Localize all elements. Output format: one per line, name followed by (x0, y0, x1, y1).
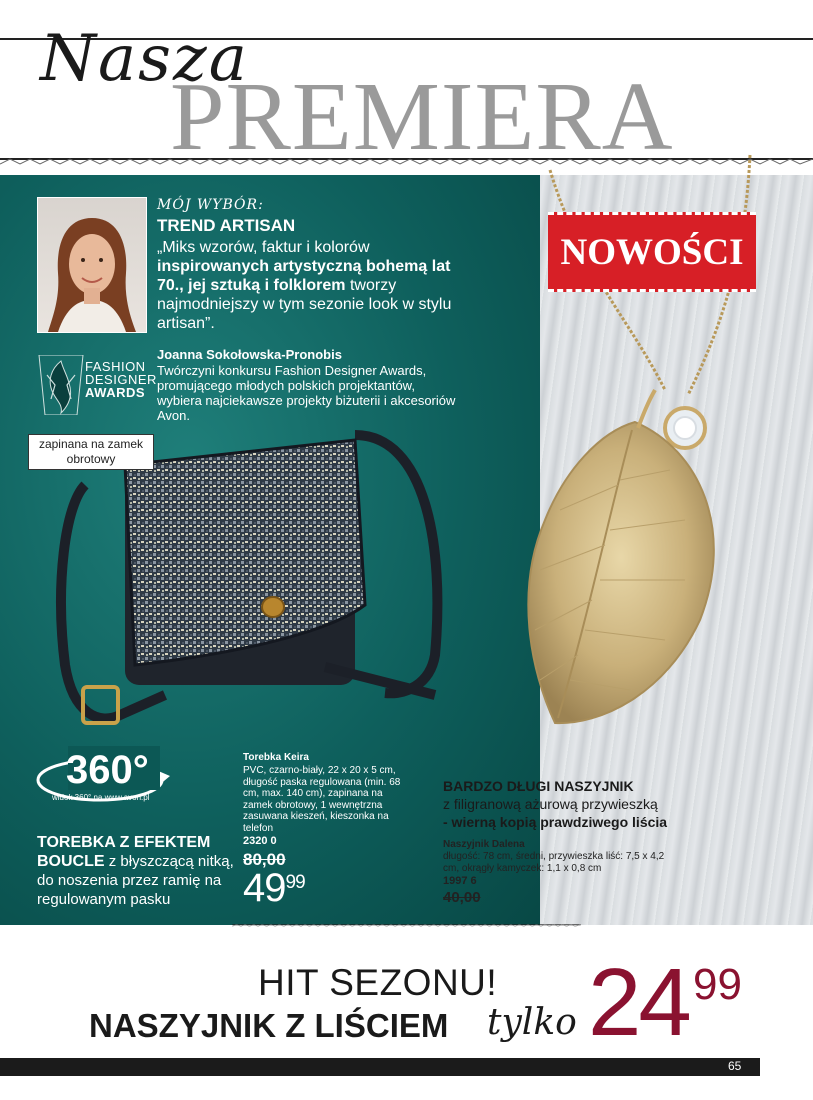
bag-price-int: 49 (243, 866, 286, 910)
featured-product-label: NASZYJNIK Z LIŚCIEM (89, 1007, 449, 1044)
quote-part-bold: inspirowanych artystyczną bohemą lat 70., jej sztuką i folklorem (157, 258, 451, 294)
bag-old-price: 80,00 (243, 850, 286, 869)
featured-price-cents: 99 (693, 960, 742, 1009)
quote-part-3: tworzy najmodniejszy w tym sezonie look w stylu artisan”. (157, 277, 452, 332)
necklace-title-bold2: - wierną kopią prawdziwego liścia (443, 814, 668, 830)
fda-line-1: FASHION (85, 359, 146, 374)
designer-name: Joanna Sokołowska-Pronobis (157, 347, 342, 362)
fda-line-2: DESIGNER (85, 372, 157, 387)
bag-title-rest: z błyszczącą nitką, do noszenia przez ramię na regulowanym pasku (37, 853, 234, 908)
page-number: 65 (728, 1059, 742, 1073)
rotate-360-sublabel: widok 360° na www.avon.pl (52, 793, 150, 802)
necklace-title-bold: BARDZO DŁUGI NASZYJNIK (443, 778, 634, 794)
designer-portrait (37, 197, 147, 333)
bag-title-bold: TOREBKA Z EFEKTEM BOUCLE (37, 834, 211, 870)
designer-quote (157, 238, 467, 333)
fda-line-3: AWARDS (85, 385, 146, 400)
necklace-specs: długość: 78 cm, średni, przywieszka liść: 7,5 x 4,2 cm, okrągły kamyczek: 1,1 x 0,8 cm (443, 851, 665, 874)
trend-title: TREND ARTISAN (157, 216, 296, 235)
page-title: PREMIERA (170, 63, 674, 171)
only-label: tylko (487, 1002, 577, 1043)
bag-specs: PVC, czarno-biały, 22 x 20 x 5 cm, długość paska regulowana (min. 68 cm, max. 140 cm), zapinana na zamek obrotowy, 1 wewnętrzna zasuwana kieszeń, kieszonka na telefon (243, 765, 401, 834)
bag-product-name: Torebka Keira (243, 752, 309, 763)
necklace-product-code: 1997 6 (443, 875, 477, 887)
necklace-old-price: 40,00 (443, 889, 481, 906)
bag-new-price (243, 866, 305, 911)
bag-price-cents: 99 (285, 872, 305, 893)
page-script-title: Nasza (40, 22, 249, 96)
bag-product-code: 2320 0 (243, 835, 277, 847)
necklace-title (443, 777, 743, 831)
footer-bar (0, 1058, 760, 1076)
rotate-360-label: 360° (66, 748, 149, 792)
banner-zigzag-divider (0, 924, 813, 936)
designer-description: Twórczyni konkursu Fashion Designer Awards, promującego młodych polskich projektantów, wybiera najciekawsze projekty biżuterii i akcesoriów Avon. (157, 363, 456, 423)
quote-part-1: „Miks wzorów, faktur i kolorów (157, 239, 370, 256)
bag-title (37, 833, 247, 909)
fda-logo-text (85, 360, 157, 399)
hit-of-season-label: HIT SEZONU! (258, 962, 498, 1003)
featured-price-int: 24 (588, 949, 689, 1056)
handbag-image (25, 425, 455, 735)
necklace-product-name: Naszyjnik Dalena (443, 839, 525, 850)
closure-callout: zapinana na zamek obrotowy (28, 434, 154, 470)
my-choice-label: MÓJ WYBÓR: (157, 197, 264, 213)
necklace-title-mid: z filigranową ażurową przywieszką (443, 796, 658, 812)
new-products-badge: NOWOŚCI (548, 212, 756, 292)
rotate-360-badge[interactable] (30, 738, 180, 808)
